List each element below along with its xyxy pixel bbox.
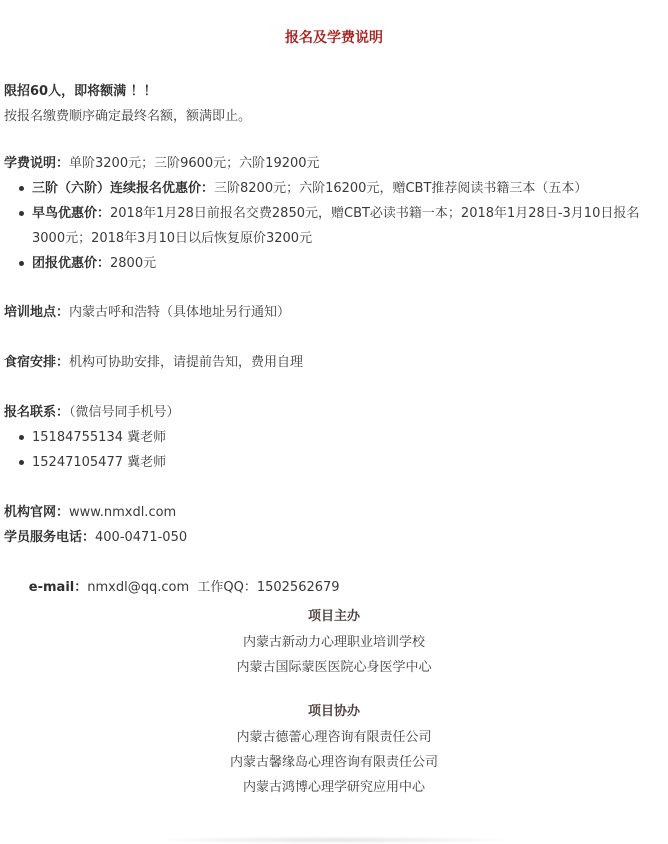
contact-section [4, 400, 664, 475]
enrollment-headline: 限招60人，即将额满 ！！ [4, 84, 157, 99]
website-label: 机构官网： [4, 505, 70, 520]
list-item [4, 201, 664, 251]
list-item: 15184755134 冀老师 [4, 425, 664, 450]
hosts-title: 项目主办 [307, 609, 360, 624]
list-item [4, 251, 664, 276]
discount-label: 三阶（六阶）连续报名优惠价： [32, 181, 215, 196]
cohosts-title: 项目协办 [307, 704, 360, 719]
lodging-label: 食宿安排： [4, 355, 70, 370]
fee-label: 学费说明： [4, 156, 70, 171]
hotline-label: 学员服务电话： [4, 530, 96, 545]
cohosts-list [0, 725, 668, 800]
website-line [4, 500, 664, 525]
discount-value: 三阶8200元；六阶16200元，赠CBT推荐阅读书籍三本（五本） [214, 181, 588, 196]
host-item: 内蒙古国际蒙医医院心身医学中心 [236, 660, 432, 675]
lodging-value: 机构可协助安排，请提前告知，费用自理 [69, 355, 304, 370]
host-item: 内蒙古新动力心理职业培训学校 [242, 635, 425, 650]
enrollment-section [4, 79, 664, 129]
hotline-line [4, 525, 664, 550]
contact-line [4, 400, 664, 425]
fee-discount-list [4, 176, 664, 276]
fee-value: 单阶3200元；三阶9600元；六阶19200元 [69, 156, 320, 171]
discount-label: 早鸟优惠价： [32, 206, 111, 221]
contact-label: 报名联系： [4, 405, 70, 420]
list-item [4, 176, 664, 201]
location-label: 培训地点： [4, 305, 70, 320]
location-line [4, 300, 664, 325]
hosts-list [0, 630, 668, 680]
discount-value: 2018年1月28日前报名交费2850元，赠CBT必读书籍一本；2018年1月28日-3月10日报名3000元；2018年3月10日以后恢复原价3200元 [32, 206, 640, 246]
discount-label: 团报优惠价： [32, 256, 111, 271]
bottom-divider-shadow [150, 836, 518, 844]
list-item: 15247105477 冀老师 [4, 450, 664, 475]
discount-value: 2800元 [110, 256, 157, 271]
page-title: 报名及学费说明 [285, 30, 383, 46]
phone-list [4, 425, 664, 475]
lodging-line [4, 350, 664, 375]
fee-summary [4, 151, 664, 176]
location-value: 内蒙古呼和浩特（具体地址另行通知） [69, 305, 291, 320]
enrollment-note: 按报名缴费顺序确定最终名额，额满即止。 [4, 109, 252, 124]
cohost-item: 内蒙古德蕾心理咨询有限责任公司 [236, 730, 432, 745]
hotline-value: 400-0471-050 [95, 530, 188, 545]
contact-value: （微信号同手机号） [69, 405, 180, 420]
fee-section [4, 151, 664, 276]
email-value: nmxdl@qq.com 工作QQ：1502562679 [87, 580, 340, 595]
cohost-item: 内蒙古鸿博心理学研究应用中心 [242, 780, 425, 795]
cohost-item: 内蒙古馨缘岛心理咨询有限责任公司 [229, 755, 438, 770]
website-value: www.nmxdl.com [69, 505, 177, 520]
email-label: e-mail： [28, 580, 88, 595]
